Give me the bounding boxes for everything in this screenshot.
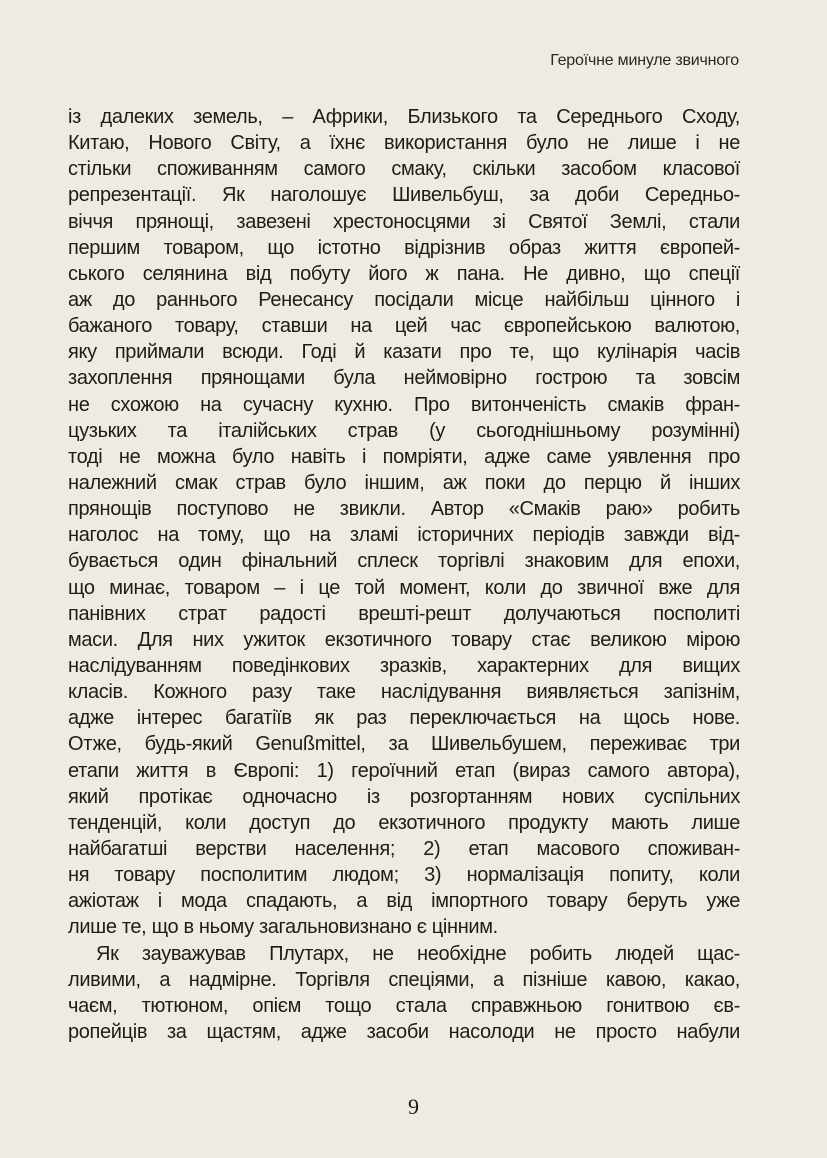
text-line: першим товаром, що істотно відрізнив образ життя європей-	[68, 236, 740, 259]
text-line: прянощів поступово не звикли. Автор «Смаків раю» робить	[68, 498, 740, 521]
text-line: Отже, будь-який Genußmittel, за Шивельбушем, переживає три	[68, 733, 740, 756]
text-line: стільки споживанням самого смаку, скільки засобом класової	[68, 158, 740, 181]
page-number: 9	[408, 1094, 419, 1119]
text-line: бувається один фінальний сплеск торгівлі знаковим для епохи,	[68, 550, 740, 573]
text-line: наслідуванням поведінкових зразків, характерних для вищих	[68, 654, 740, 677]
text-line: маси. Для них ужиток екзотичного товару стає великою мірою	[68, 628, 740, 651]
text-line: репрезентації. Як наголошує Шивельбуш, за доби Середньо-	[68, 184, 740, 207]
text-line: тоді не можна було навіть і помріяти, адже саме уявлення про	[68, 445, 740, 468]
text-line: наголос на тому, що на зламі історичних періодів завжди від-	[68, 524, 740, 547]
text-line: яку приймали всюди. Годі й казати про те, що кулінарія часів	[68, 341, 740, 364]
text-line: віччя прянощі, завезені хрестоносцями зі Святої Землі, стали	[68, 210, 740, 233]
text-line: належний смак страв було іншим, аж поки до перцю й інших	[68, 471, 740, 494]
text-line: який протікає одночасно із розгортанням нових суспільних	[68, 785, 740, 808]
text-line: лише те, що в ньому загальновизнано є цінним.	[68, 916, 498, 939]
text-line: класів. Кожного разу таке наслідування виявляється запізнім,	[68, 681, 740, 704]
body-text	[68, 104, 740, 1045]
text-line: етапи життя в Європі: 1) героїчний етап (вираз самого автора),	[68, 759, 740, 782]
text-line: захоплення прянощами була неймовірно гострою та зовсім	[68, 367, 740, 390]
text-line: тенденцій, коли доступ до екзотичного продукту мають лише	[68, 811, 740, 834]
text-line: що минає, товаром – і це той момент, коли до звичної вже для	[68, 576, 740, 599]
running-header: Героїчне минуле звичного	[550, 52, 739, 69]
text-line: Як зауважував Плутарх, не необхідне робить людей щас-	[96, 942, 740, 965]
text-line: чаєм, тютюном, опієм тощо стала справжньою гонитвою єв-	[68, 994, 740, 1017]
text-line: панівних страт радості врешті-решт долучаються посполиті	[68, 602, 740, 625]
text-line: не схожою на сучасну кухню. Про витонченість смаків фран-	[68, 393, 740, 416]
text-line: ропейців за щастям, адже засоби насолоди не просто набули	[68, 1020, 740, 1043]
text-line: із далеких земель, – Африки, Близького та Середнього Сходу,	[68, 106, 740, 128]
text-line: бажаного товару, ставши на цей час європейською валютою,	[68, 315, 740, 338]
text-line: адже інтерес багатіїв як раз переключається на щось нове.	[68, 707, 740, 730]
text-line: ажіотаж і мода спадають, а від імпортного товару беруть уже	[68, 890, 740, 913]
text-line: ливими, а надмірне. Торгівля спеціями, а пізніше кавою, какао,	[68, 968, 740, 991]
text-line: найбагатші верстви населення; 2) етап масового споживан-	[68, 837, 740, 860]
text-line: ня товару посполитим людом; 3) нормалізація попиту, коли	[68, 864, 740, 887]
text-line: аж до раннього Ренесансу посідали місце найбільш цінного і	[68, 288, 740, 311]
text-line: Китаю, Нового Світу, а їхнє використання було не лише і не	[68, 132, 740, 155]
text-line: ського селянина від побуту його ж пана. Не дивно, що спеції	[68, 262, 740, 285]
text-line: цузьких та італійських страв (у сьогоднішньому розумінні)	[68, 419, 740, 442]
